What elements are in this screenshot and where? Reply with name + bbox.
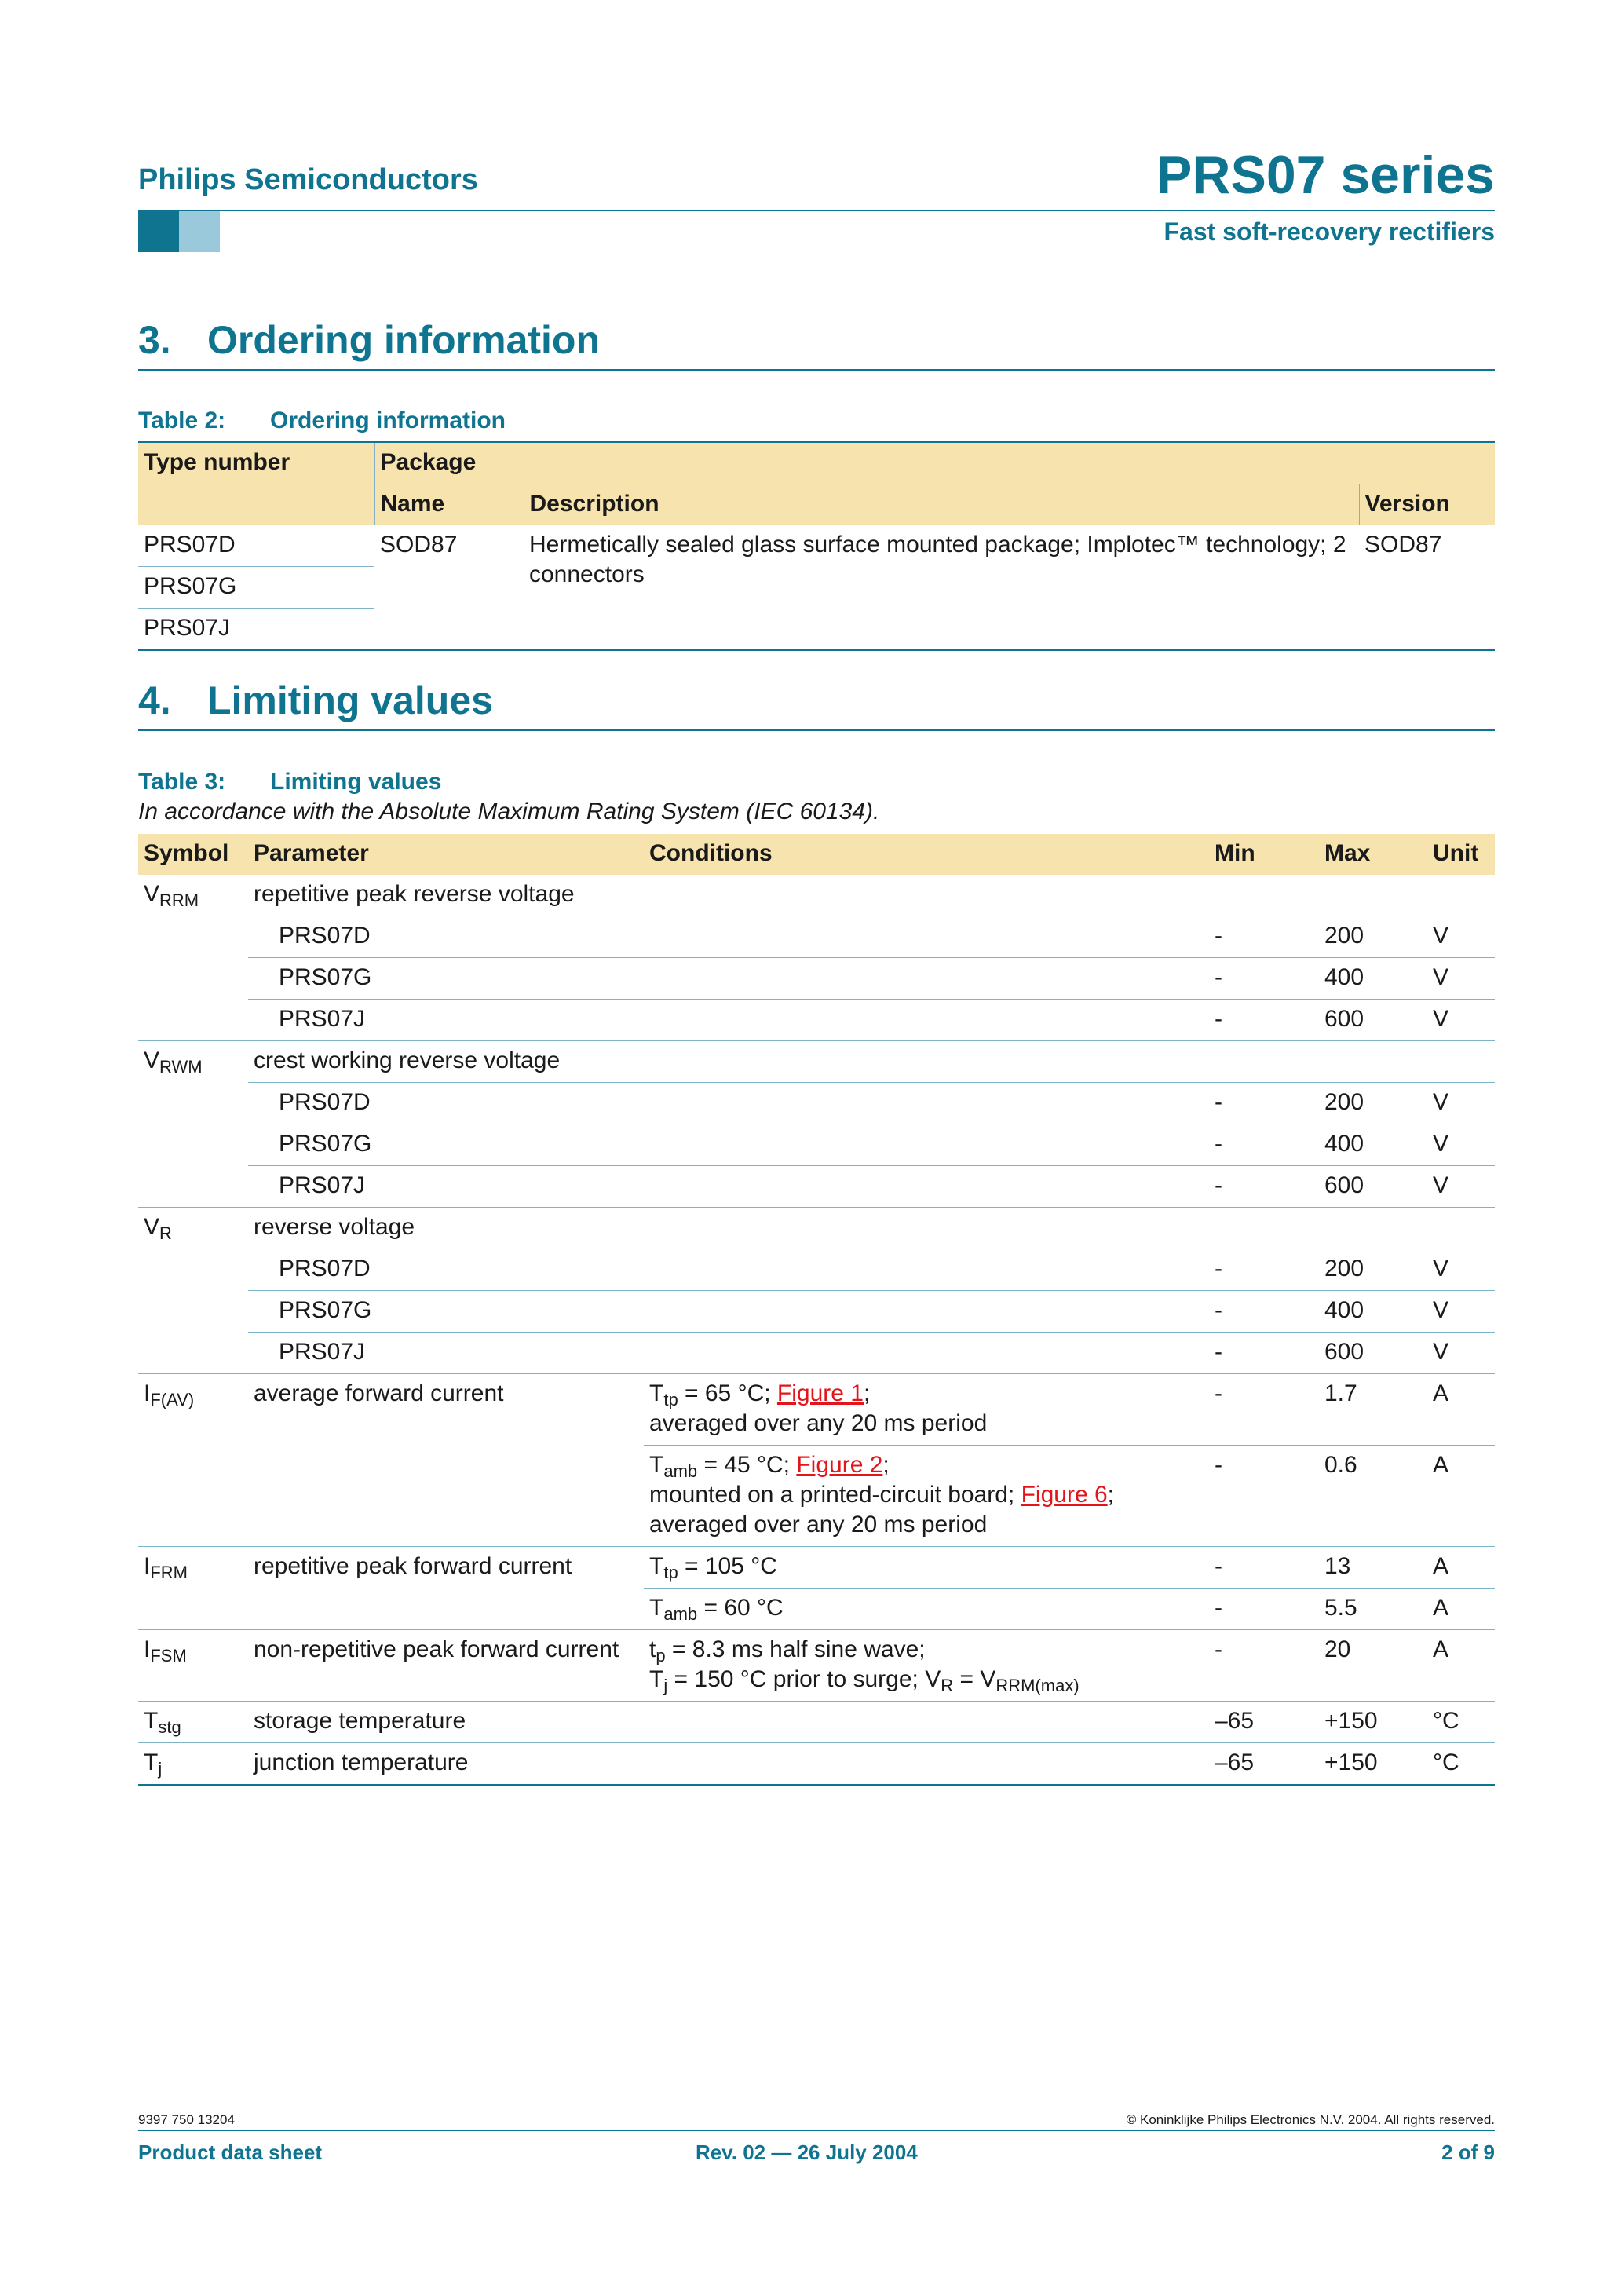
header-type-number: Type number — [138, 442, 374, 525]
header-version: Version — [1359, 484, 1495, 526]
min-cell: - — [1209, 1446, 1319, 1547]
max-cell: 200 — [1319, 916, 1427, 958]
min-cell: –65 — [1209, 1702, 1319, 1743]
table-title: Ordering information — [270, 408, 506, 433]
parameter-cell: average forward current — [248, 1374, 644, 1547]
min-cell: - — [1209, 1083, 1319, 1124]
header-min: Min — [1209, 834, 1319, 875]
min-cell: - — [1209, 1249, 1319, 1291]
unit-cell: V — [1427, 1333, 1495, 1374]
company-name: Philips Semiconductors — [138, 163, 478, 196]
max-cell: 1.7 — [1319, 1374, 1427, 1446]
header-conditions: Conditions — [644, 834, 1209, 875]
max-cell: 400 — [1319, 958, 1427, 1000]
type-cell: PRS07G — [248, 958, 1209, 1000]
max-cell: 200 — [1319, 1249, 1427, 1291]
table2-caption — [138, 408, 506, 434]
document-type: Product data sheet — [138, 2141, 323, 2164]
parameter-cell: crest working reverse voltage — [248, 1041, 1495, 1083]
header-name: Name — [374, 484, 524, 526]
type-cell: PRS07D — [248, 1083, 1209, 1124]
type-cell: PRS07G — [248, 1124, 1209, 1166]
package-description-cell: Hermetically sealed glass surface mounted package; Implotec™ technology; 2 connectors — [524, 525, 1359, 650]
copyright-notice: © Koninklijke Philips Electronics N.V. 2004. All rights reserved. — [1126, 2112, 1495, 2127]
header-symbol: Symbol — [138, 834, 248, 875]
parameter-cell: junction temperature — [248, 1743, 1209, 1786]
document-subtitle: Fast soft-recovery rectifiers — [1164, 218, 1495, 246]
figure-2-link[interactable]: Figure 2 — [796, 1452, 883, 1478]
unit-cell: V — [1427, 1291, 1495, 1333]
min-cell: - — [1209, 1333, 1319, 1374]
table3-note: In accordance with the Absolute Maximum Rating System (IEC 60134). — [138, 799, 880, 824]
section-number: 4. — [138, 678, 171, 722]
min-cell: –65 — [1209, 1743, 1319, 1786]
max-cell: 13 — [1319, 1547, 1427, 1589]
symbol-cell: $T_j$ — [138, 1743, 248, 1786]
max-cell: 5.5 — [1319, 1589, 1427, 1630]
header-package: Package — [374, 442, 1495, 484]
unit-cell: V — [1427, 1000, 1495, 1041]
unit-cell: °C — [1427, 1702, 1495, 1743]
parameter-cell: reverse voltage — [248, 1208, 1495, 1249]
min-cell: - — [1209, 1374, 1319, 1446]
max-cell: 20 — [1319, 1630, 1427, 1702]
unit-cell: V — [1427, 916, 1495, 958]
min-cell: - — [1209, 1000, 1319, 1041]
document-number: 9397 750 13204 — [138, 2112, 235, 2127]
header-rule — [138, 210, 1495, 211]
conditions-cell: $t_p = 8.3$ ms half sine wave; $T_j = 150$ °C prior to surge; $V_R = V_{RRM(max)}$ — [644, 1630, 1209, 1702]
symbol-cell: $V_{RWM}$ — [138, 1041, 248, 1208]
max-cell: 400 — [1319, 1124, 1427, 1166]
table-label: Table 2: — [138, 408, 226, 433]
conditions-cell: $T_{tp} = 105$ °C — [644, 1547, 1209, 1589]
table-title: Limiting values — [270, 769, 442, 795]
unit-cell: A — [1427, 1547, 1495, 1589]
table3-caption — [138, 769, 441, 795]
section-ordering-heading — [138, 317, 1495, 371]
unit-cell: A — [1427, 1446, 1495, 1547]
max-cell: 600 — [1319, 1166, 1427, 1208]
footer-rule — [138, 2130, 1495, 2131]
type-cell: PRS07J — [248, 1000, 1209, 1041]
symbol-cell: $V_{RRM}$ — [138, 875, 248, 1041]
conditions-cell: $T_{amb} = 60$ °C — [644, 1589, 1209, 1630]
conditions-cell: $T_{amb} = 45$ °C; Figure 2; mounted on a printed-circuit board; Figure 6; averaged over any 20 ms period — [644, 1446, 1209, 1547]
symbol-cell: $V_R$ — [138, 1208, 248, 1374]
header-logo-block-dark — [138, 211, 179, 252]
min-cell: - — [1209, 1166, 1319, 1208]
page-number: 2 of 9 — [1441, 2141, 1495, 2164]
min-cell: - — [1209, 958, 1319, 1000]
document-title: PRS07 series — [1156, 145, 1495, 205]
parameter-cell: non-repetitive peak forward current — [248, 1630, 644, 1702]
max-cell: 0.6 — [1319, 1446, 1427, 1547]
unit-cell: °C — [1427, 1743, 1495, 1786]
unit-cell: A — [1427, 1374, 1495, 1446]
max-cell: 600 — [1319, 1333, 1427, 1374]
unit-cell: A — [1427, 1589, 1495, 1630]
max-cell: +150 — [1319, 1702, 1427, 1743]
header-logo-block-light — [179, 211, 220, 252]
min-cell: - — [1209, 1291, 1319, 1333]
package-version-cell: SOD87 — [1359, 525, 1495, 650]
section-limiting-heading — [138, 678, 1495, 731]
max-cell: 600 — [1319, 1000, 1427, 1041]
unit-cell: V — [1427, 1124, 1495, 1166]
min-cell: - — [1209, 1630, 1319, 1702]
type-cell: PRS07D — [248, 1249, 1209, 1291]
parameter-cell: repetitive peak reverse voltage — [248, 875, 1495, 916]
conditions-cell: $T_{tp} = 65$ °C; Figure 1; averaged over any 20 ms period — [644, 1374, 1209, 1446]
parameter-cell: repetitive peak forward current — [248, 1547, 644, 1630]
header-description: Description — [524, 484, 1359, 526]
min-cell: - — [1209, 1589, 1319, 1630]
figure-6-link[interactable]: Figure 6 — [1021, 1482, 1108, 1508]
symbol-cell: $I_{FSM}$ — [138, 1630, 248, 1702]
unit-cell: V — [1427, 1249, 1495, 1291]
table-label: Table 3: — [138, 769, 226, 795]
figure-1-link[interactable]: Figure 1 — [776, 1380, 864, 1406]
unit-cell: V — [1427, 1083, 1495, 1124]
type-number-cell: PRS07G — [138, 567, 374, 609]
unit-cell: V — [1427, 1166, 1495, 1208]
section-title: Ordering information — [207, 318, 600, 362]
section-number: 3. — [138, 318, 171, 362]
symbol-cell: $I_{F(AV)}$ — [138, 1374, 248, 1547]
unit-cell: V — [1427, 958, 1495, 1000]
section-title: Limiting values — [207, 678, 493, 722]
header-max: Max — [1319, 834, 1427, 875]
type-cell: PRS07J — [248, 1333, 1209, 1374]
min-cell: - — [1209, 1547, 1319, 1589]
max-cell: +150 — [1319, 1743, 1427, 1786]
revision-date: Rev. 02 — 26 July 2004 — [696, 2141, 918, 2164]
header-unit: Unit — [1427, 834, 1495, 875]
limiting-values-table — [138, 834, 1495, 1786]
type-cell: PRS07G — [248, 1291, 1209, 1333]
type-number-cell: PRS07D — [138, 525, 374, 567]
type-number-cell: PRS07J — [138, 609, 374, 651]
max-cell: 200 — [1319, 1083, 1427, 1124]
package-name-cell: SOD87 — [374, 525, 524, 650]
unit-cell: A — [1427, 1630, 1495, 1702]
min-cell: - — [1209, 916, 1319, 958]
max-cell: 400 — [1319, 1291, 1427, 1333]
type-cell: PRS07D — [248, 916, 1209, 958]
type-cell: PRS07J — [248, 1166, 1209, 1208]
min-cell: - — [1209, 1124, 1319, 1166]
symbol-cell: $I_{FRM}$ — [138, 1547, 248, 1630]
header-parameter: Parameter — [248, 834, 644, 875]
ordering-table — [138, 441, 1495, 651]
symbol-cell: $T_{stg}$ — [138, 1702, 248, 1743]
parameter-cell: storage temperature — [248, 1702, 1209, 1743]
